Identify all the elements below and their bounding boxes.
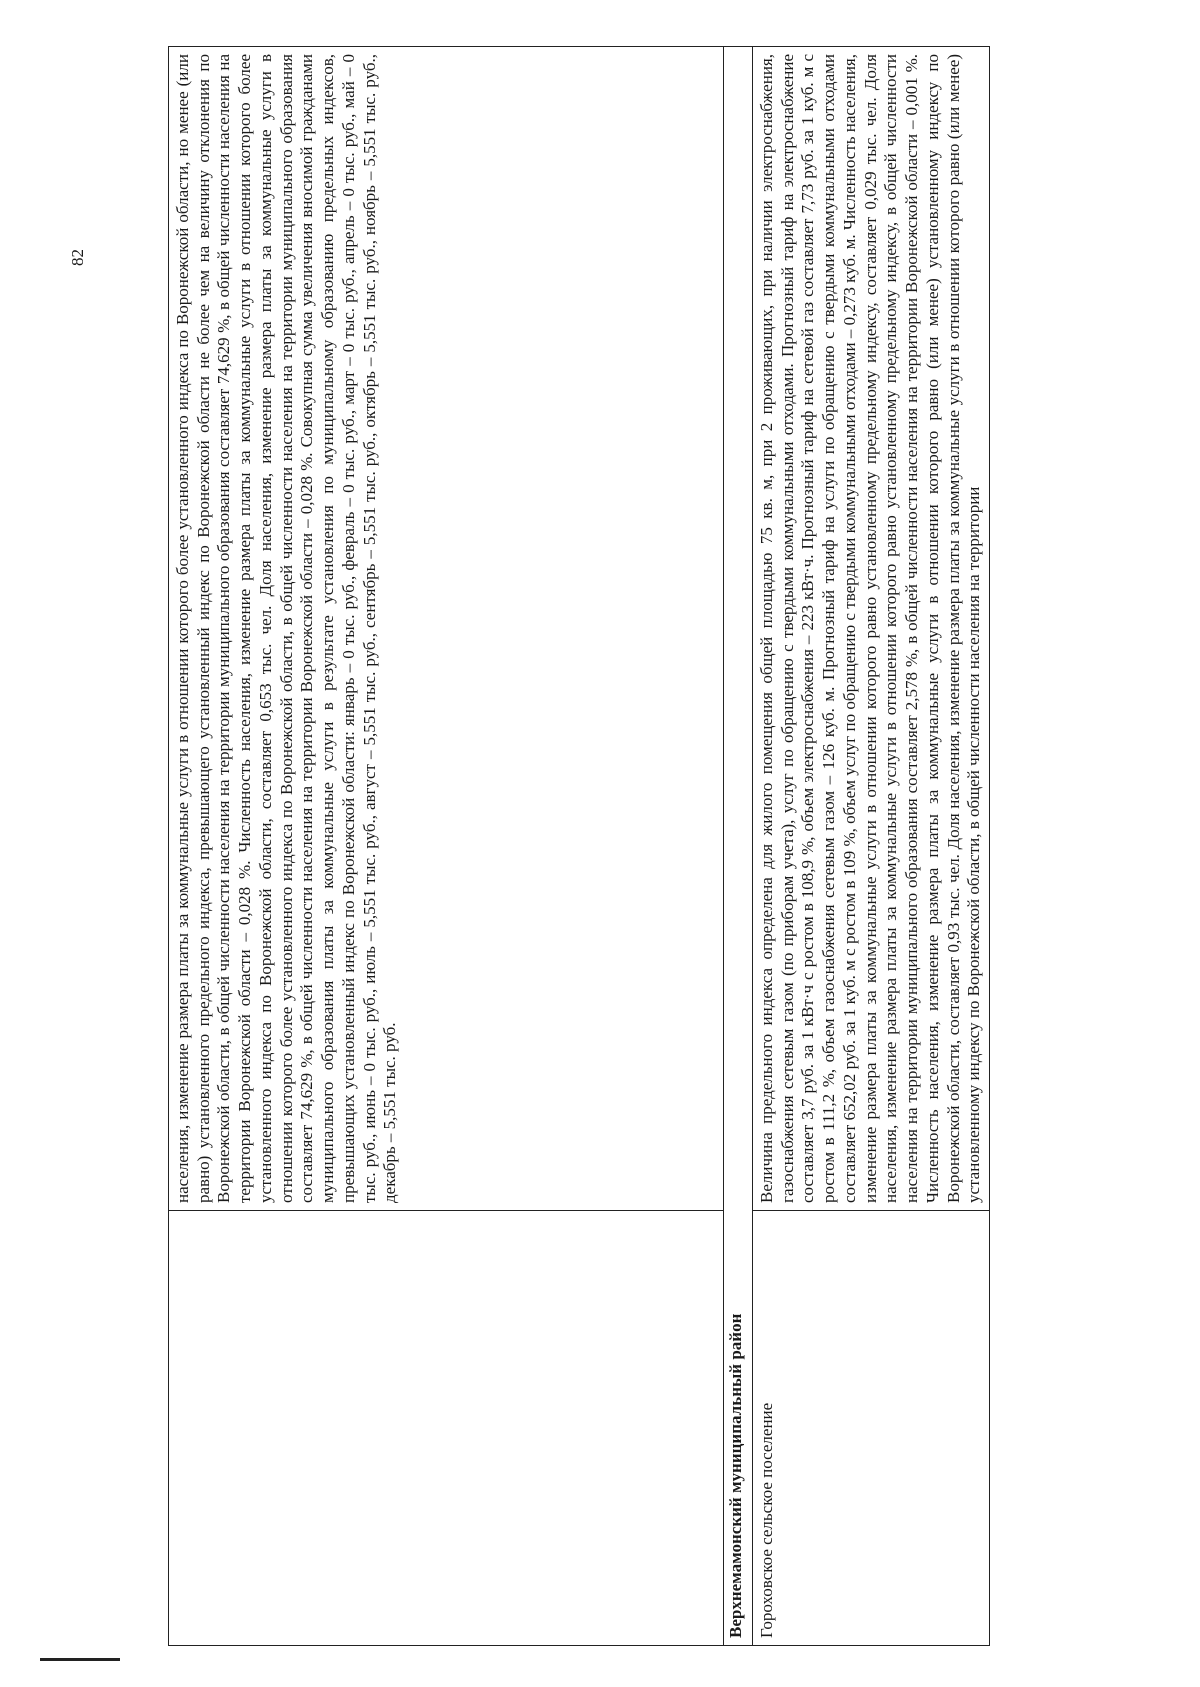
description-cell: Величина предельного индекса определена для жилого помещения общей площадью 75 кв. м, при 2 проживающих, при наличии электроснабжения, газоснабжения сетевым газом (по приборам учета), услуг по обращению с твердыми коммунальными отходами. Прогнозный тариф на электроснабжение составляет 3,7 руб. за 1 кВт·ч с ростом в 108,9 %, объем электроснабжения – 223 кВт·ч. Прогнозный тариф на сетевой газ составляет 7,73 руб. за 1 куб. м с ростом в 111,2 %, объем газоснабжения сетевым газом – 126 куб. м. Прогнозный тариф на услуги по обращению с твердыми коммунальными отходами составляет 652,02 руб. за 1 куб. м с ростом в 109 %, объем услуг по обращению с твердыми коммунальными отходами – 0,273 куб. м. Численность населения, изменение размера платы за коммунальные услуги в отношении которого равно установленному предельному индексу, составляет 0,029 тыс. чел. Доля населения, изменение размера платы за коммунальные услуги в отношении которого равно установленному предельному индексу, в общей численности населения на территории муниципального образования составляет 2,578 %, в общей численности населения на территории Воронежской области – 0,001 %. Численность населения, изменение размера платы за коммунальные услуги в отношении которого равно (или менее) установленному индексу по Воронежской области, составляет 0,93 тыс. чел. Доля населения, изменение размера платы за коммунальные услуги в отношении которого равно (или менее) установленному индексу по Воронежской области, в общей численности населения на территории <box>753 47 990 1211</box>
table-row <box>169 47 724 1646</box>
page-number: 82 <box>68 249 87 266</box>
table-row <box>753 47 990 1646</box>
section-header-row <box>724 47 753 1646</box>
settlement-name-cell: Гороховское сельское поселение <box>753 1211 990 1646</box>
rotated-table-wrapper <box>168 46 984 1646</box>
description-cell: населения, изменение размера платы за коммунальные услуги в отношении которого более установленного индекса по Воронежской области, но менее (или равно) установленного предельного индекса, превышающего установленный индекс по Воронежской области не более чем на величину отклонения по Воронежской области, в общей численности населения на территории муниципального образования составляет 74,629 %, в общей численности населения на территории Воронежской области – 0,028 %. Численность населения, изменение размера платы за коммунальные услуги в отношении которого более установленного индекса по Воронежской области, составляет 0,653 тыс. чел. Доля населения, изменение размера платы за коммунальные услуги в отношении которого более установленного индекса по Воронежской области, в общей численности населения на территории муниципального образования составляет 74,629 %, в общей численности населения на территории Воронежской области – 0,028 %. Совокупная сумма увеличения вносимой гражданами муниципального образования платы за коммунальные услуги в результате установления по муниципальному образованию предельных индексов, превышающих установленный индекс по Воронежской области: январь – 0 тыс. руб., февраль – 0 тыс. руб., март – 0 тыс. руб., апрель – 0 тыс. руб., май – 0 тыс. руб., июнь – 0 тыс. руб., июль – 5,551 тыс. руб., август – 5,551 тыс. руб., сентябрь – 5,551 тыс. руб., октябрь – 5,551 тыс. руб., ноябрь – 5,551 тыс. руб., декабрь – 5,551 тыс. руб. <box>169 47 724 1211</box>
section-title: Верхнемамонский муниципальный район <box>724 47 753 1646</box>
scan-artifact-line <box>40 1658 120 1661</box>
settlement-name-cell <box>169 1211 724 1646</box>
data-table <box>168 46 990 1646</box>
